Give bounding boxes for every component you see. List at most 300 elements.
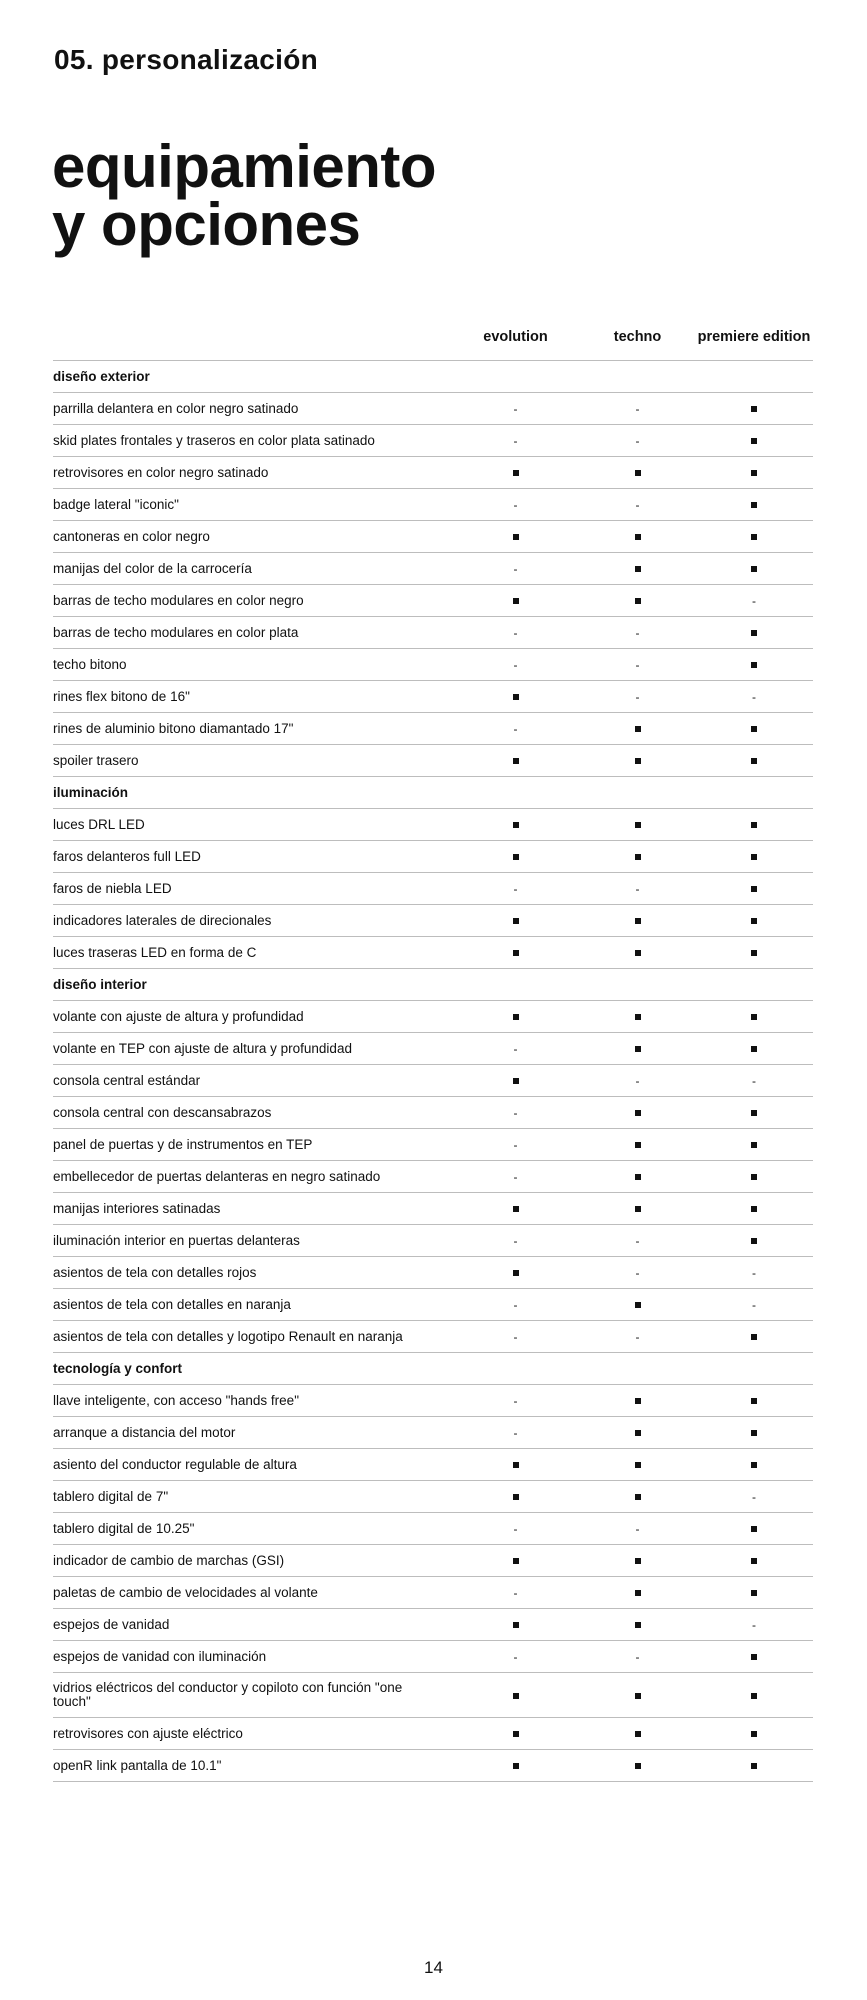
feature-label: asiento del conductor regulable de altura <box>53 1449 451 1481</box>
category-row <box>53 361 813 393</box>
cell-techno <box>580 1577 695 1609</box>
included-mark-icon <box>751 1174 757 1180</box>
table-row <box>53 1577 813 1609</box>
included-mark-icon <box>635 950 641 956</box>
table-row <box>53 745 813 777</box>
cell-evolution <box>451 1065 580 1097</box>
table-row <box>53 1097 813 1129</box>
cell-evolution <box>451 681 580 713</box>
not-included-dash: - <box>513 1234 518 1249</box>
not-included-dash: - <box>635 1266 640 1281</box>
cell-evolution <box>451 1129 580 1161</box>
included-mark-icon <box>751 502 757 508</box>
not-included-dash: - <box>513 1106 518 1121</box>
cell-premiere-edition <box>695 1545 813 1577</box>
not-included-dash: - <box>513 562 518 577</box>
feature-label: volante con ajuste de altura y profundidad <box>53 1001 451 1033</box>
cell-premiere-edition <box>695 617 813 649</box>
table-row <box>53 617 813 649</box>
included-mark-icon <box>751 1142 757 1148</box>
feature-label: luces DRL LED <box>53 809 451 841</box>
cell-evolution <box>451 649 580 681</box>
table-row <box>53 1065 813 1097</box>
included-mark-icon <box>513 598 519 604</box>
feature-label: faros delanteros full LED <box>53 841 451 873</box>
included-mark-icon <box>635 470 641 476</box>
feature-label: consola central estándar <box>53 1065 451 1097</box>
cell-techno <box>580 457 695 489</box>
column-header-techno: techno <box>580 314 695 361</box>
cell-premiere-edition <box>695 1449 813 1481</box>
cell-techno <box>580 1001 695 1033</box>
table-row <box>53 425 813 457</box>
included-mark-icon <box>751 1693 757 1699</box>
included-mark-icon <box>635 1430 641 1436</box>
cell-premiere-edition <box>695 809 813 841</box>
cell-premiere-edition <box>695 1193 813 1225</box>
table-row <box>53 393 813 425</box>
cell-evolution <box>451 1417 580 1449</box>
cell-premiere-edition <box>695 489 813 521</box>
not-included-dash: - <box>513 626 518 641</box>
table-row <box>53 1718 813 1750</box>
cell-evolution <box>451 425 580 457</box>
cell-evolution <box>451 1577 580 1609</box>
included-mark-icon <box>751 1462 757 1468</box>
equipment-table-body <box>53 361 813 1782</box>
feature-label: rines flex bitono de 16" <box>53 681 451 713</box>
category-row <box>53 1353 813 1385</box>
table-row <box>53 1161 813 1193</box>
included-mark-icon <box>751 1731 757 1737</box>
cell-premiere-edition <box>695 1641 813 1673</box>
feature-label: volante en TEP con ajuste de altura y profundidad <box>53 1033 451 1065</box>
not-included-dash: - <box>513 434 518 449</box>
cell-evolution <box>451 1481 580 1513</box>
cell-techno <box>580 1385 695 1417</box>
cell-evolution <box>451 1718 580 1750</box>
table-row <box>53 1033 813 1065</box>
feature-label: indicador de cambio de marchas (GSI) <box>53 1545 451 1577</box>
not-included-dash: - <box>752 1490 756 1505</box>
not-included-dash: - <box>513 658 518 673</box>
feature-label: parrilla delantera en color negro satinado <box>53 393 451 425</box>
cell-techno <box>580 553 695 585</box>
table-row <box>53 1321 813 1353</box>
table-row <box>53 1129 813 1161</box>
included-mark-icon <box>751 1430 757 1436</box>
not-included-dash: - <box>752 1618 756 1633</box>
cell-premiere-edition <box>695 1673 813 1718</box>
cell-techno <box>580 1193 695 1225</box>
category-row <box>53 777 813 809</box>
cell-techno <box>580 1641 695 1673</box>
included-mark-icon <box>635 598 641 604</box>
not-included-dash: - <box>513 1650 518 1665</box>
not-included-dash: - <box>635 626 640 641</box>
cell-techno <box>580 1065 695 1097</box>
cell-premiere-edition <box>695 649 813 681</box>
cell-techno <box>580 873 695 905</box>
included-mark-icon <box>751 1110 757 1116</box>
not-included-dash: - <box>513 882 518 897</box>
cell-premiere-edition <box>695 1321 813 1353</box>
not-included-dash: - <box>635 690 640 705</box>
not-included-dash: - <box>752 1298 756 1313</box>
cell-evolution <box>451 1225 580 1257</box>
not-included-dash: - <box>635 434 640 449</box>
included-mark-icon <box>635 1731 641 1737</box>
not-included-dash: - <box>635 1234 640 1249</box>
included-mark-icon <box>751 822 757 828</box>
cell-techno <box>580 393 695 425</box>
included-mark-icon <box>751 950 757 956</box>
not-included-dash: - <box>752 690 756 705</box>
cell-techno <box>580 1161 695 1193</box>
category-label: tecnología y confort <box>53 1353 813 1385</box>
included-mark-icon <box>635 534 641 540</box>
not-included-dash: - <box>513 722 518 737</box>
cell-evolution <box>451 1609 580 1641</box>
table-row <box>53 1385 813 1417</box>
cell-premiere-edition <box>695 1289 813 1321</box>
feature-label: espejos de vanidad con iluminación <box>53 1641 451 1673</box>
included-mark-icon <box>513 1078 519 1084</box>
equipment-table <box>53 314 813 1782</box>
cell-evolution <box>451 713 580 745</box>
not-included-dash: - <box>635 402 640 417</box>
not-included-dash: - <box>513 1042 518 1057</box>
cell-premiere-edition <box>695 1577 813 1609</box>
table-row <box>53 649 813 681</box>
not-included-dash: - <box>635 1330 640 1345</box>
included-mark-icon <box>513 1731 519 1737</box>
cell-premiere-edition <box>695 1481 813 1513</box>
cell-premiere-edition <box>695 745 813 777</box>
page-number: 14 <box>424 1958 443 1977</box>
included-mark-icon <box>751 854 757 860</box>
cell-techno <box>580 1289 695 1321</box>
included-mark-icon <box>751 726 757 732</box>
not-included-dash: - <box>635 498 640 513</box>
cell-techno <box>580 681 695 713</box>
cell-evolution <box>451 457 580 489</box>
cell-techno <box>580 1257 695 1289</box>
table-row <box>53 1417 813 1449</box>
included-mark-icon <box>751 1206 757 1212</box>
table-row <box>53 937 813 969</box>
feature-label: spoiler trasero <box>53 745 451 777</box>
cell-techno <box>580 713 695 745</box>
included-mark-icon <box>751 1654 757 1660</box>
included-mark-icon <box>513 1622 519 1628</box>
cell-techno <box>580 905 695 937</box>
feature-label: openR link pantalla de 10.1" <box>53 1750 451 1782</box>
table-row <box>53 1225 813 1257</box>
cell-techno <box>580 1750 695 1782</box>
cell-premiere-edition <box>695 1033 813 1065</box>
not-included-dash: - <box>513 1298 518 1313</box>
feature-label: manijas del color de la carrocería <box>53 553 451 585</box>
cell-evolution <box>451 937 580 969</box>
cell-premiere-edition <box>695 425 813 457</box>
cell-evolution <box>451 1545 580 1577</box>
cell-evolution <box>451 1257 580 1289</box>
table-row <box>53 1193 813 1225</box>
cell-premiere-edition <box>695 873 813 905</box>
included-mark-icon <box>635 1206 641 1212</box>
included-mark-icon <box>751 1763 757 1769</box>
included-mark-icon <box>751 438 757 444</box>
category-label: diseño exterior <box>53 361 813 393</box>
table-row <box>53 553 813 585</box>
table-header-row <box>53 314 813 361</box>
included-mark-icon <box>751 1334 757 1340</box>
included-mark-icon <box>635 758 641 764</box>
cell-premiere-edition <box>695 553 813 585</box>
included-mark-icon <box>513 918 519 924</box>
cell-evolution <box>451 393 580 425</box>
cell-evolution <box>451 1750 580 1782</box>
not-included-dash: - <box>513 1330 518 1345</box>
not-included-dash: - <box>635 1650 640 1665</box>
feature-label: espejos de vanidad <box>53 1609 451 1641</box>
included-mark-icon <box>513 822 519 828</box>
included-mark-icon <box>635 1590 641 1596</box>
feature-label: tablero digital de 7" <box>53 1481 451 1513</box>
table-row <box>53 809 813 841</box>
not-included-dash: - <box>635 658 640 673</box>
included-mark-icon <box>635 1494 641 1500</box>
page-title-line-2: y opciones <box>52 191 361 258</box>
cell-evolution <box>451 1001 580 1033</box>
cell-techno <box>580 1033 695 1065</box>
cell-evolution <box>451 553 580 585</box>
included-mark-icon <box>751 566 757 572</box>
included-mark-icon <box>635 1693 641 1699</box>
included-mark-icon <box>635 1174 641 1180</box>
included-mark-icon <box>635 1302 641 1308</box>
included-mark-icon <box>635 1763 641 1769</box>
table-row <box>53 1449 813 1481</box>
included-mark-icon <box>635 854 641 860</box>
cell-techno <box>580 745 695 777</box>
cell-evolution <box>451 1641 580 1673</box>
included-mark-icon <box>635 1558 641 1564</box>
cell-premiere-edition <box>695 937 813 969</box>
cell-evolution <box>451 745 580 777</box>
included-mark-icon <box>635 726 641 732</box>
included-mark-icon <box>635 566 641 572</box>
table-row <box>53 681 813 713</box>
cell-techno <box>580 1545 695 1577</box>
cell-evolution <box>451 1321 580 1353</box>
cell-techno <box>580 937 695 969</box>
included-mark-icon <box>751 1398 757 1404</box>
cell-techno <box>580 585 695 617</box>
feature-label: barras de techo modulares en color plata <box>53 617 451 649</box>
included-mark-icon <box>635 1398 641 1404</box>
included-mark-icon <box>513 1270 519 1276</box>
table-row <box>53 457 813 489</box>
feature-label: retrovisores en color negro satinado <box>53 457 451 489</box>
cell-premiere-edition <box>695 713 813 745</box>
feature-label: cantoneras en color negro <box>53 521 451 553</box>
included-mark-icon <box>751 918 757 924</box>
table-row <box>53 1545 813 1577</box>
not-included-dash: - <box>752 1074 756 1089</box>
cell-evolution <box>451 905 580 937</box>
feature-label: badge lateral "iconic" <box>53 489 451 521</box>
included-mark-icon <box>513 694 519 700</box>
cell-premiere-edition <box>695 1161 813 1193</box>
section-label: 05. personalización <box>54 44 319 75</box>
feature-label: paletas de cambio de velocidades al volante <box>53 1577 451 1609</box>
cell-premiere-edition <box>695 1097 813 1129</box>
cell-evolution <box>451 1449 580 1481</box>
feature-label: vidrios eléctricos del conductor y copiloto con función "one touch" <box>53 1673 451 1718</box>
table-row <box>53 1001 813 1033</box>
table-row <box>53 521 813 553</box>
cell-techno <box>580 1673 695 1718</box>
cell-techno <box>580 1449 695 1481</box>
feature-label: asientos de tela con detalles y logotipo Renault en naranja <box>53 1321 451 1353</box>
table-row <box>53 585 813 617</box>
feature-label: asientos de tela con detalles en naranja <box>53 1289 451 1321</box>
included-mark-icon <box>751 1238 757 1244</box>
table-row <box>53 1750 813 1782</box>
included-mark-icon <box>751 630 757 636</box>
included-mark-icon <box>751 534 757 540</box>
cell-evolution <box>451 809 580 841</box>
feature-label: tablero digital de 10.25" <box>53 1513 451 1545</box>
cell-premiere-edition <box>695 393 813 425</box>
not-included-dash: - <box>635 882 640 897</box>
cell-premiere-edition <box>695 1129 813 1161</box>
cell-techno <box>580 1129 695 1161</box>
included-mark-icon <box>513 1693 519 1699</box>
feature-label: iluminación interior en puertas delanteras <box>53 1225 451 1257</box>
cell-techno <box>580 1513 695 1545</box>
included-mark-icon <box>751 1014 757 1020</box>
cell-premiere-edition <box>695 1257 813 1289</box>
feature-label: techo bitono <box>53 649 451 681</box>
cell-premiere-edition <box>695 1385 813 1417</box>
cell-premiere-edition <box>695 1065 813 1097</box>
cell-premiere-edition <box>695 905 813 937</box>
not-included-dash: - <box>752 594 756 609</box>
included-mark-icon <box>751 1526 757 1532</box>
cell-techno <box>580 1481 695 1513</box>
cell-premiere-edition <box>695 1417 813 1449</box>
column-header-evolution: evolution <box>451 314 580 361</box>
included-mark-icon <box>513 470 519 476</box>
table-row <box>53 873 813 905</box>
cell-techno <box>580 617 695 649</box>
table-row <box>53 1289 813 1321</box>
feature-label: embellecedor de puertas delanteras en negro satinado <box>53 1161 451 1193</box>
feature-label: panel de puertas y de instrumentos en TEP <box>53 1129 451 1161</box>
included-mark-icon <box>513 1014 519 1020</box>
cell-evolution <box>451 1385 580 1417</box>
not-included-dash: - <box>513 1170 518 1185</box>
feature-label: arranque a distancia del motor <box>53 1417 451 1449</box>
cell-premiere-edition <box>695 1718 813 1750</box>
cell-techno <box>580 1225 695 1257</box>
cell-techno <box>580 649 695 681</box>
table-row <box>53 841 813 873</box>
included-mark-icon <box>513 1558 519 1564</box>
not-included-dash: - <box>635 1522 640 1537</box>
cell-premiere-edition <box>695 521 813 553</box>
cell-techno <box>580 1321 695 1353</box>
feature-label: rines de aluminio bitono diamantado 17" <box>53 713 451 745</box>
cell-premiere-edition <box>695 841 813 873</box>
cell-evolution <box>451 1193 580 1225</box>
cell-evolution <box>451 521 580 553</box>
cell-techno <box>580 841 695 873</box>
cell-evolution <box>451 1289 580 1321</box>
feature-label: consola central con descansabrazos <box>53 1097 451 1129</box>
cell-premiere-edition <box>695 457 813 489</box>
included-mark-icon <box>635 1046 641 1052</box>
cell-premiere-edition <box>695 1750 813 1782</box>
category-row <box>53 969 813 1001</box>
cell-techno <box>580 809 695 841</box>
included-mark-icon <box>635 1014 641 1020</box>
not-included-dash: - <box>513 1426 518 1441</box>
included-mark-icon <box>635 918 641 924</box>
cell-techno <box>580 521 695 553</box>
table-row <box>53 489 813 521</box>
feature-label: barras de techo modulares en color negro <box>53 585 451 617</box>
included-mark-icon <box>751 1558 757 1564</box>
cell-evolution <box>451 873 580 905</box>
included-mark-icon <box>751 758 757 764</box>
table-row <box>53 713 813 745</box>
cell-premiere-edition <box>695 1225 813 1257</box>
column-header-feature <box>53 314 451 361</box>
not-included-dash: - <box>513 1586 518 1601</box>
page-title <box>52 133 437 258</box>
cell-techno <box>580 489 695 521</box>
table-row <box>53 1513 813 1545</box>
cell-techno <box>580 1609 695 1641</box>
feature-label: luces traseras LED en forma de C <box>53 937 451 969</box>
included-mark-icon <box>513 950 519 956</box>
included-mark-icon <box>635 822 641 828</box>
cell-evolution <box>451 489 580 521</box>
included-mark-icon <box>513 1206 519 1212</box>
not-included-dash: - <box>513 1522 518 1537</box>
not-included-dash: - <box>513 402 518 417</box>
included-mark-icon <box>751 1590 757 1596</box>
cell-premiere-edition <box>695 681 813 713</box>
table-row <box>53 905 813 937</box>
feature-label: manijas interiores satinadas <box>53 1193 451 1225</box>
included-mark-icon <box>513 534 519 540</box>
feature-label: asientos de tela con detalles rojos <box>53 1257 451 1289</box>
feature-label: llave inteligente, con acceso "hands free" <box>53 1385 451 1417</box>
feature-label: faros de niebla LED <box>53 873 451 905</box>
cell-techno <box>580 425 695 457</box>
not-included-dash: - <box>513 498 518 513</box>
included-mark-icon <box>635 1110 641 1116</box>
column-header-premiere-edition: premiere edition <box>695 314 813 361</box>
included-mark-icon <box>751 1046 757 1052</box>
cell-evolution <box>451 1161 580 1193</box>
not-included-dash: - <box>752 1266 756 1281</box>
